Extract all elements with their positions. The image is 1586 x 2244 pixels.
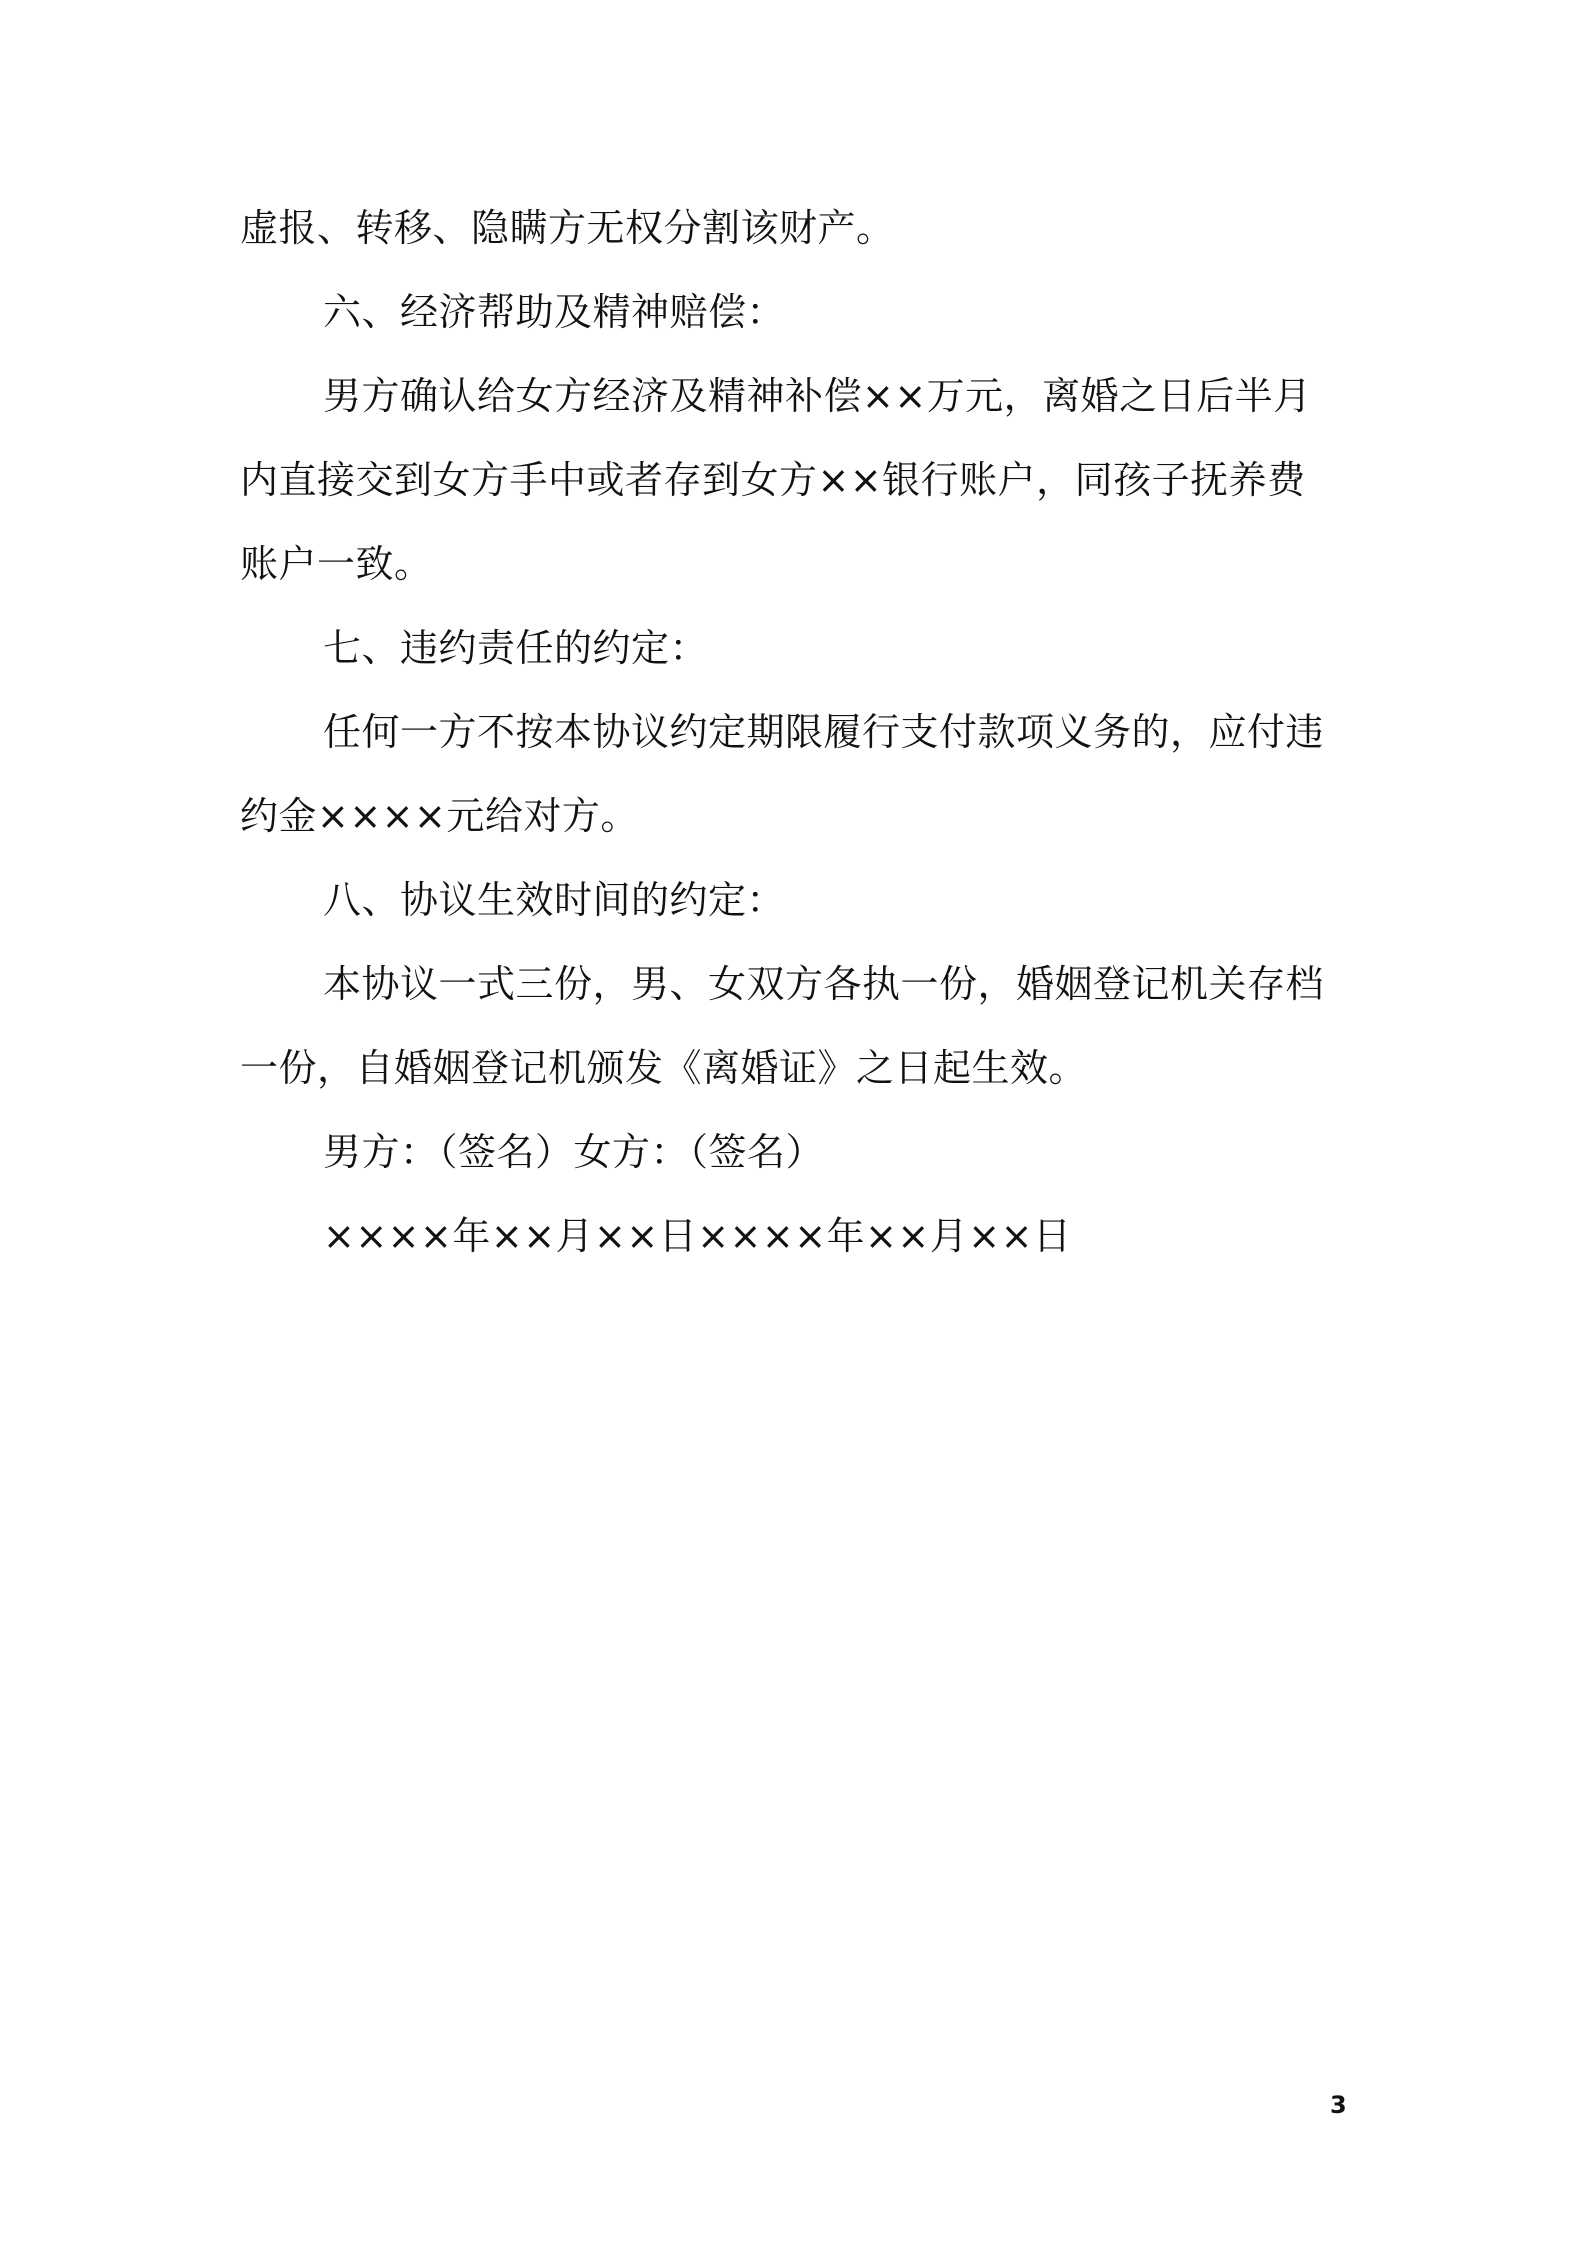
page-number: 3 bbox=[1330, 2091, 1347, 2119]
section-heading-six: 六、经济帮助及精神赔偿： bbox=[323, 290, 786, 334]
paragraph-line: 虚报、转移、隐瞒方无权分割该财产。 bbox=[240, 206, 895, 250]
paragraph-line: 账户一致。 bbox=[240, 542, 433, 586]
section-heading-eight: 八、协议生效时间的约定： bbox=[323, 878, 786, 922]
section-heading-seven: 七、违约责任的约定： bbox=[323, 626, 709, 670]
paragraph-line: 一份，自婚姻登记机颁发《离婚证》之日起生效。 bbox=[240, 1046, 1088, 1090]
paragraph-line: 任何一方不按本协议约定期限履行支付款项义务的，应付违 bbox=[323, 710, 1325, 754]
paragraph-line: 男方确认给女方经济及精神补偿××万元，离婚之日后半月 bbox=[323, 374, 1312, 418]
paragraph-line: 约金××××元给对方。 bbox=[240, 794, 639, 838]
paragraph-line: 内直接交到女方手中或者存到女方××银行账户，同孩子抚养费 bbox=[240, 458, 1306, 502]
paragraph-line: 本协议一式三份，男、女双方各执一份，婚姻登记机关存档 bbox=[323, 962, 1325, 1006]
signature-line: 男方：（签名）女方：（签名） bbox=[323, 1130, 825, 1174]
date-line: ××××年××月××日××××年××月××日 bbox=[323, 1214, 1072, 1258]
